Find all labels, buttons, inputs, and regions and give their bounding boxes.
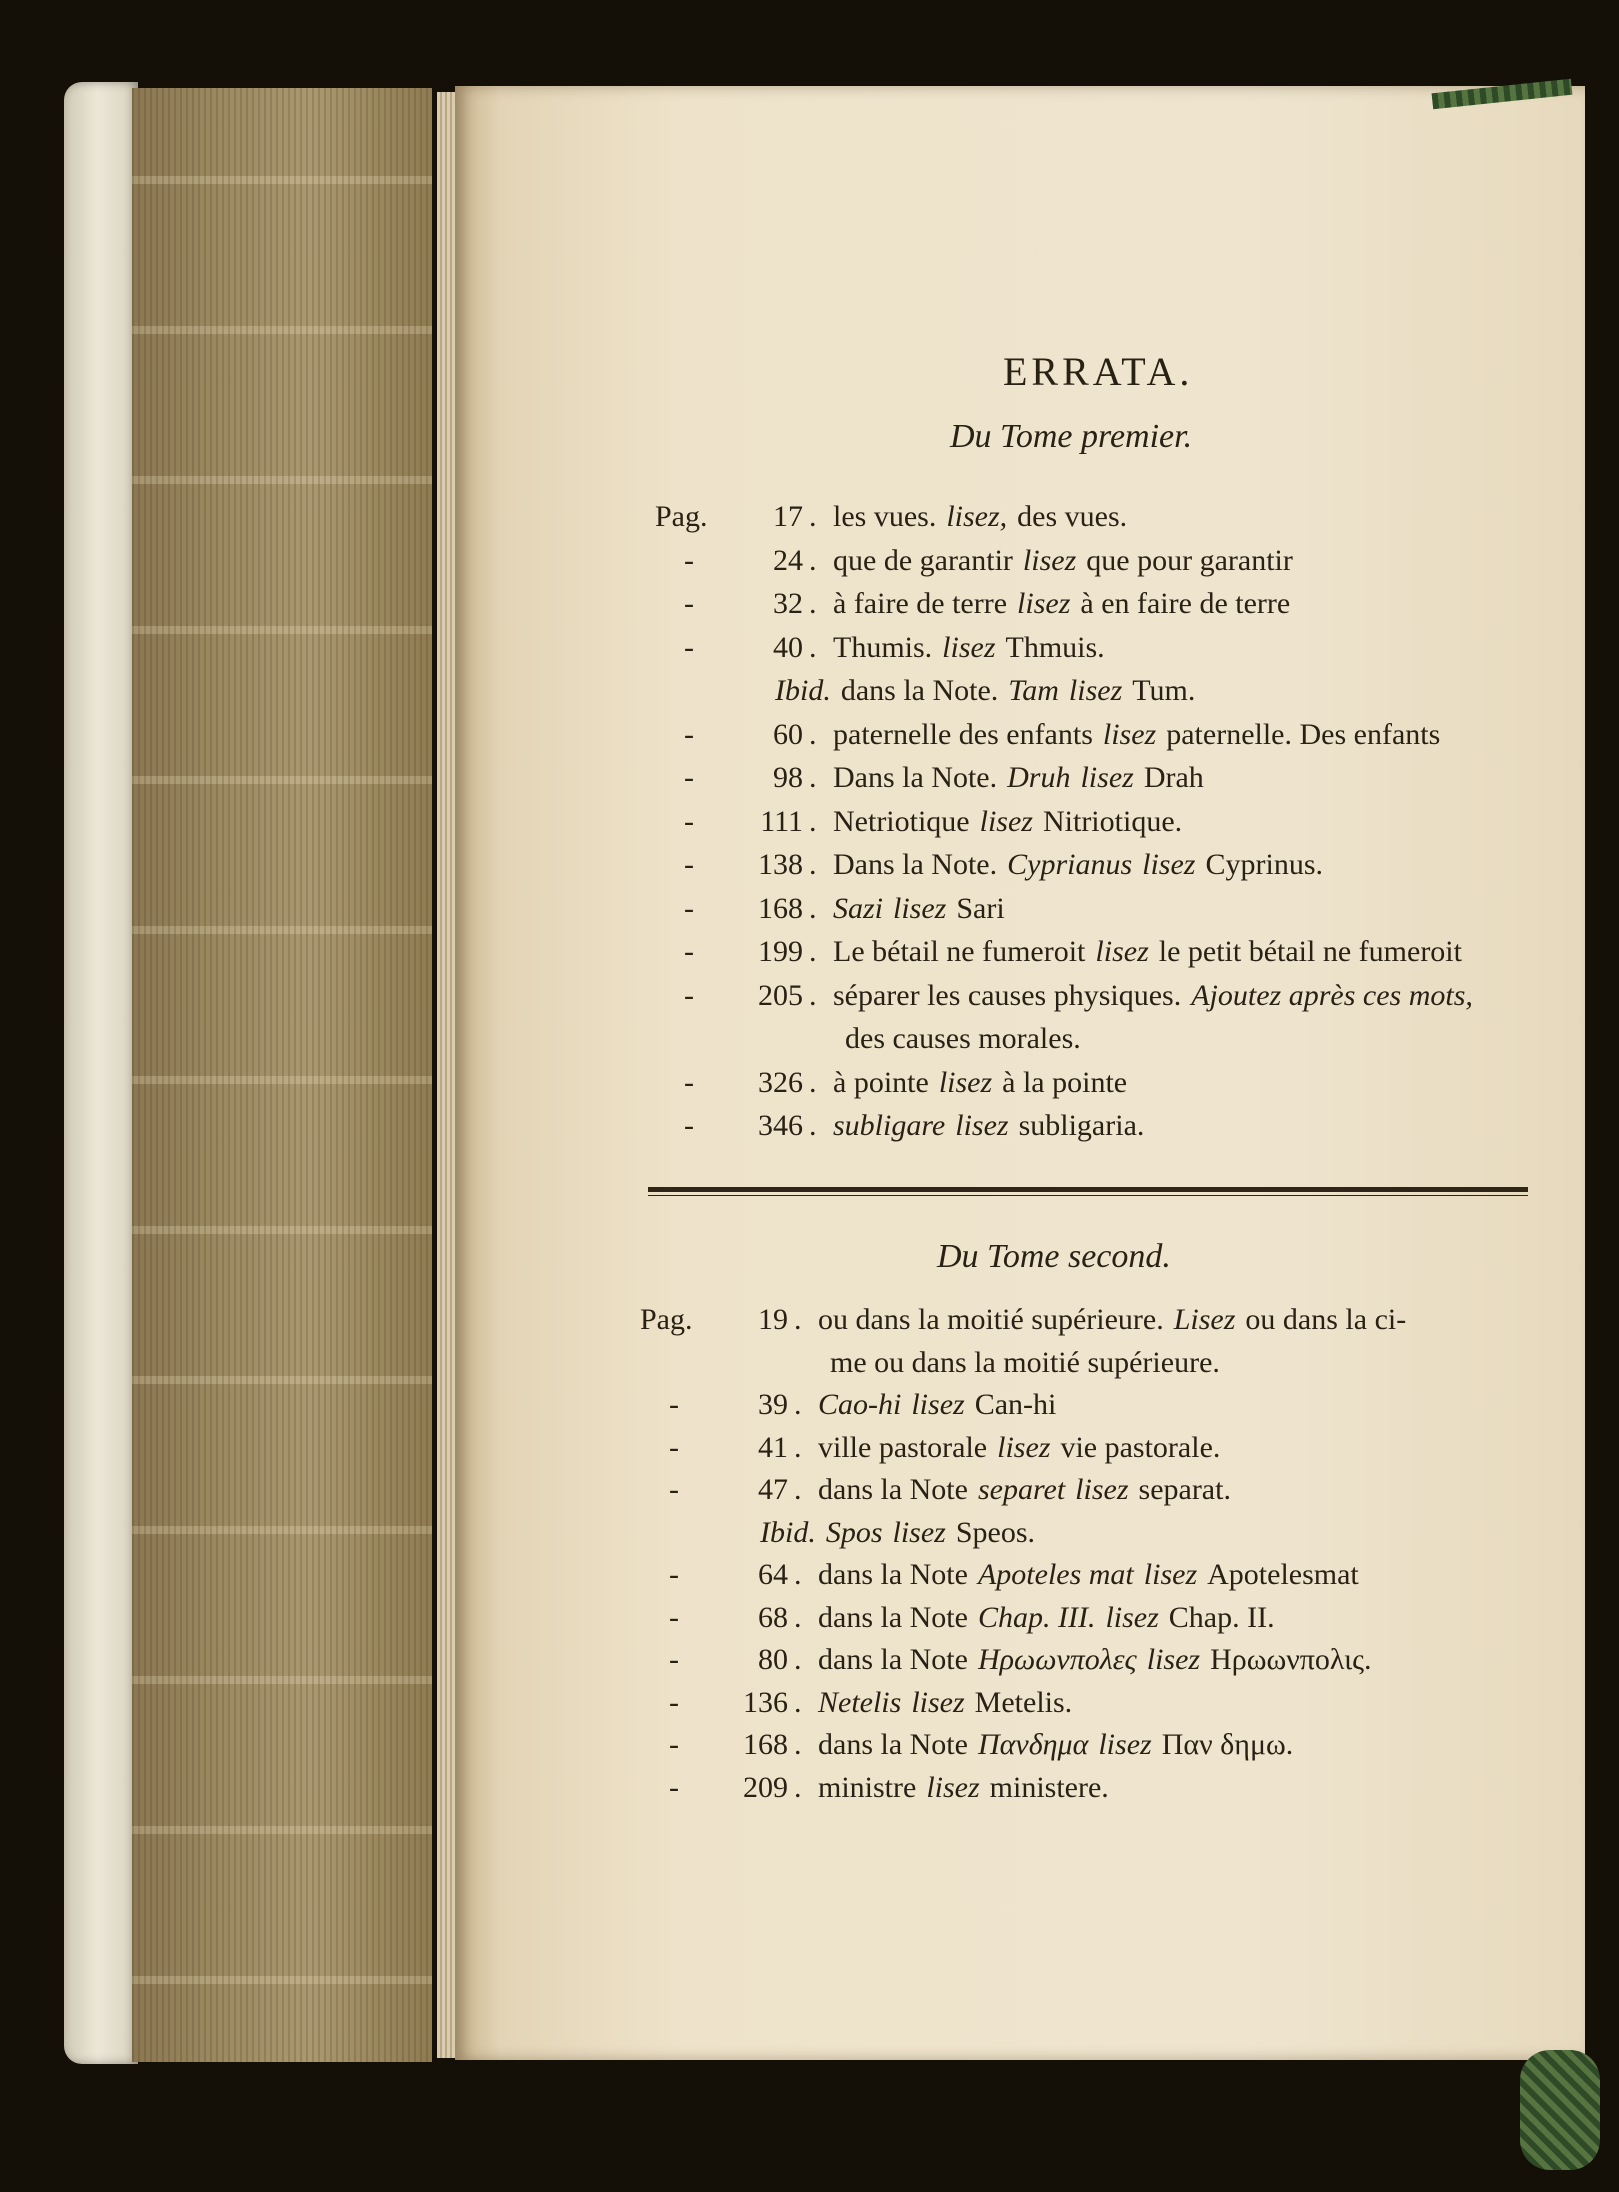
entry-prefix: - <box>684 1109 694 1142</box>
lisez-word: lisez <box>1080 761 1134 794</box>
errata-entry <box>655 718 1440 760</box>
errata-entry <box>655 544 1293 586</box>
correction-text: Metelis. <box>974 1685 1073 1719</box>
tome1-heading: Du Tome premier. <box>950 418 1193 455</box>
entry-prefix: - <box>669 1600 679 1634</box>
lisez-word: lisez <box>1143 1558 1198 1591</box>
page-number-dot: . <box>794 1303 802 1336</box>
page-number: 60 <box>773 717 803 751</box>
page-edges <box>132 88 432 2062</box>
entry-prefix: - <box>684 761 694 794</box>
entry-prefix: - <box>669 1430 679 1464</box>
errata-entry <box>655 892 1005 934</box>
lisez-word: lisez <box>1022 543 1077 577</box>
entry-prefix: - <box>669 1770 679 1804</box>
lisez-word: lisez <box>1146 1643 1201 1676</box>
wrong-term: Apoteles mat <box>977 1558 1134 1591</box>
errata-entry <box>655 500 1127 542</box>
page-number-dot: . <box>809 1109 817 1142</box>
errata-entry <box>640 1643 1372 1685</box>
lisez-word: lisez <box>979 804 1033 838</box>
page-number-dot: . <box>809 587 817 620</box>
correction-text: Cyprinus. <box>1205 848 1323 881</box>
wrong-term: separet <box>977 1473 1066 1506</box>
entry-prefix: - <box>669 1728 679 1761</box>
lisez-word: lisez <box>1098 1728 1152 1761</box>
page-number: 111 <box>760 804 803 838</box>
page-number: 136 <box>743 1685 788 1719</box>
error-text: dans la Note. <box>840 674 999 707</box>
section-divider-rule <box>648 1187 1528 1196</box>
lisez-word: lisez <box>1068 674 1123 707</box>
page-number-dot: . <box>809 543 817 577</box>
page-number: 32 <box>773 587 803 620</box>
page-number: 41 <box>758 1430 788 1464</box>
page-number-dot: . <box>809 1065 817 1099</box>
page-number-dot: . <box>809 630 817 664</box>
wrong-term: Cao-hi <box>818 1388 902 1421</box>
lisez-word: lisez <box>892 1515 946 1549</box>
page-number-dot: . <box>809 500 817 533</box>
errata-entry <box>640 1388 1056 1430</box>
correction-text: des vues. <box>1017 500 1128 533</box>
entry-prefix: - <box>684 935 694 968</box>
errata-entry <box>655 1066 1127 1108</box>
entry-prefix: - <box>684 630 694 664</box>
entry-prefix: - <box>669 1685 679 1719</box>
page-number-dot: . <box>809 978 817 1012</box>
page-number: 98 <box>773 761 803 794</box>
error-text: ville pastorale <box>818 1430 988 1464</box>
page-number: 199 <box>758 935 803 968</box>
wrong-term: Druh <box>1007 761 1071 794</box>
page-number: 39 <box>758 1388 788 1421</box>
lisez-word: lisez <box>938 1065 993 1099</box>
page-number-dot: . <box>809 717 817 751</box>
page-number: 168 <box>743 1728 788 1761</box>
lisez-word: Lisez <box>1173 1303 1236 1336</box>
page-number-dot: . <box>794 1728 802 1761</box>
correction-text: à la pointe <box>1002 1065 1128 1099</box>
correction-text: ministere. <box>989 1770 1109 1804</box>
wrong-term: Πανδημα <box>977 1728 1089 1761</box>
errata-entry <box>640 1516 1035 1558</box>
error-text: séparer les causes physiques. <box>833 978 1182 1012</box>
correction-text: ou dans la ci- <box>1245 1303 1407 1336</box>
error-text: les vues. <box>833 500 937 533</box>
entry-prefix: Pag. <box>655 500 708 533</box>
correction-text: le petit bétail ne fumeroit <box>1158 935 1462 968</box>
entry-prefix: - <box>684 891 694 925</box>
errata-entry <box>640 1473 1231 1515</box>
error-text: Dans la Note. <box>833 848 998 881</box>
page-number-dot: . <box>809 891 817 925</box>
entry-prefix: - <box>684 587 694 620</box>
errata-entry <box>655 587 1290 629</box>
correction-text: que pour garantir <box>1086 543 1293 577</box>
lisez-word: lisez <box>997 1430 1051 1464</box>
errata-entry <box>640 1303 1406 1345</box>
error-text: paternelle des enfants <box>833 717 1093 751</box>
errata-entry <box>640 1558 1359 1600</box>
correction-text: Apotelesmat <box>1207 1558 1359 1591</box>
vellum-cover-edge <box>64 82 138 2064</box>
errata-entry <box>655 979 1473 1021</box>
correction-text: à en faire de terre <box>1080 587 1291 620</box>
correction-text: Thmuis. <box>1005 630 1105 664</box>
lisez-word: lisez <box>911 1685 965 1719</box>
entry-prefix: - <box>684 804 694 838</box>
error-text: dans la Note <box>818 1600 968 1634</box>
ribbon-bookmark-bottom <box>1520 2050 1600 2170</box>
entry-prefix: - <box>669 1473 679 1506</box>
page-number: 68 <box>758 1600 788 1634</box>
error-text: Thumis. <box>833 630 933 664</box>
correction-text: Chap. II. <box>1168 1600 1275 1634</box>
entry-prefix: - <box>684 543 694 577</box>
errata-entry <box>655 1109 1144 1151</box>
errata-entry <box>640 1686 1072 1728</box>
errata-entry <box>655 761 1204 803</box>
entry-prefix: - <box>684 978 694 1012</box>
lisez-word: lisez <box>942 630 996 664</box>
page-number-dot: . <box>794 1643 802 1676</box>
correction-text: Drah <box>1143 761 1204 794</box>
page-number-dot: . <box>809 848 817 881</box>
page-number: 138 <box>758 848 803 881</box>
page-number-dot: . <box>809 804 817 838</box>
page-number: 19 <box>758 1303 788 1336</box>
wrong-term: Ηρωωνπολες <box>977 1643 1137 1676</box>
lisez-word: lisez <box>1017 587 1071 620</box>
error-text: Netriotique <box>833 804 970 838</box>
page-number: 40 <box>773 630 803 664</box>
page-number: 47 <box>758 1473 788 1506</box>
correction-text: Ηρωωνπολις. <box>1210 1643 1372 1676</box>
error-text: dans la Note <box>818 1473 968 1506</box>
errata-entry <box>655 848 1323 890</box>
errata-entry <box>655 805 1182 847</box>
errata-entry <box>640 1771 1109 1813</box>
error-text: Dans la Note. <box>833 761 998 794</box>
error-text: ou dans la moitié supérieure. <box>818 1303 1164 1336</box>
correction-text: vie pastorale. <box>1060 1430 1221 1464</box>
lisez-word: lisez <box>955 1109 1009 1142</box>
correction-text: Can-hi <box>974 1388 1057 1421</box>
entry-prefix: - <box>669 1388 679 1421</box>
errata-title: ERRATA. <box>1003 349 1194 394</box>
error-text: ministre <box>818 1770 917 1804</box>
tome2-heading: Du Tome second. <box>937 1238 1171 1275</box>
page-number-dot: . <box>794 1388 802 1421</box>
lisez-word: lisez <box>1075 1473 1129 1506</box>
page-number: 17 <box>773 500 803 533</box>
error-text: dans la Note <box>818 1728 968 1761</box>
correction-text: Nitriotique. <box>1042 804 1183 838</box>
errata-entry <box>640 1601 1275 1643</box>
lisez-word: lisez <box>1142 848 1196 881</box>
wrong-term: Cyprianus <box>1007 848 1133 881</box>
wrong-term: Sazi <box>833 891 884 925</box>
page-number-dot: . <box>794 1600 802 1634</box>
page-number: 64 <box>758 1558 788 1591</box>
correction-text: Παν δημω. <box>1161 1728 1294 1761</box>
lisez-word: lisez <box>1105 1600 1159 1634</box>
entry-prefix: Pag. <box>640 1303 693 1336</box>
wrong-term: Tam <box>1008 674 1059 707</box>
lisez-word: lisez <box>1095 935 1149 968</box>
wrong-term: Netelis <box>818 1685 902 1719</box>
wrong-term: subligare <box>833 1109 946 1142</box>
page-number-dot: . <box>794 1430 802 1464</box>
page-number-dot: . <box>794 1770 802 1804</box>
lisez-word: lisez <box>926 1770 980 1804</box>
page-number: 168 <box>758 891 803 925</box>
ibid-label: Ibid. <box>760 1515 816 1549</box>
error-text: à pointe <box>833 1065 929 1099</box>
correction-text: Tum. <box>1132 674 1196 707</box>
page-number-dot: . <box>809 935 817 968</box>
ibid-label: Ibid. <box>775 674 831 707</box>
entry-prefix: - <box>669 1643 679 1676</box>
page-number: 209 <box>743 1770 788 1804</box>
entry-prefix: - <box>669 1558 679 1591</box>
entry-prefix: - <box>684 717 694 751</box>
lisez-word: Ajoutez après ces mots, <box>1191 978 1473 1012</box>
error-text: Le bétail ne fumeroit <box>833 935 1086 968</box>
page-number-dot: . <box>809 761 817 794</box>
correction-text: Sari <box>956 891 1005 925</box>
errata-entry <box>655 674 1195 716</box>
correction-text: separat. <box>1138 1473 1231 1506</box>
page-number-dot: . <box>794 1558 802 1591</box>
lisez-word: lisez <box>1102 717 1157 751</box>
error-text: dans la Note <box>818 1643 968 1676</box>
page-number-dot: . <box>794 1473 802 1506</box>
lisez-word: lisez, <box>946 500 1008 533</box>
entry-continuation: me ou dans la moitié supérieure. <box>830 1345 1220 1379</box>
errata-entry <box>640 1431 1220 1473</box>
wrong-term: Chap. III. <box>977 1600 1096 1634</box>
correction-text: subligaria. <box>1018 1109 1145 1142</box>
error-text: dans la Note <box>818 1558 968 1591</box>
lisez-word: lisez <box>911 1388 965 1421</box>
page-number: 346 <box>758 1109 803 1142</box>
error-text: à faire de terre <box>833 587 1008 620</box>
correction-text: Speos. <box>955 1515 1036 1549</box>
error-text: que de garantir <box>833 543 1013 577</box>
page-number: 205 <box>758 978 803 1012</box>
wrong-term: Spos <box>825 1515 883 1549</box>
entry-prefix: - <box>684 1065 694 1099</box>
correction-text: paternelle. Des enfants <box>1166 717 1441 751</box>
lisez-word: lisez <box>893 891 947 925</box>
errata-entry <box>655 631 1105 673</box>
page-number: 80 <box>758 1643 788 1676</box>
entry-continuation: des causes morales. <box>845 1022 1081 1055</box>
errata-entry <box>655 935 1462 977</box>
entry-prefix: - <box>684 848 694 881</box>
page-number-dot: . <box>794 1685 802 1719</box>
page-number: 24 <box>773 543 803 577</box>
errata-entry <box>640 1728 1293 1770</box>
page-number: 326 <box>758 1065 803 1099</box>
